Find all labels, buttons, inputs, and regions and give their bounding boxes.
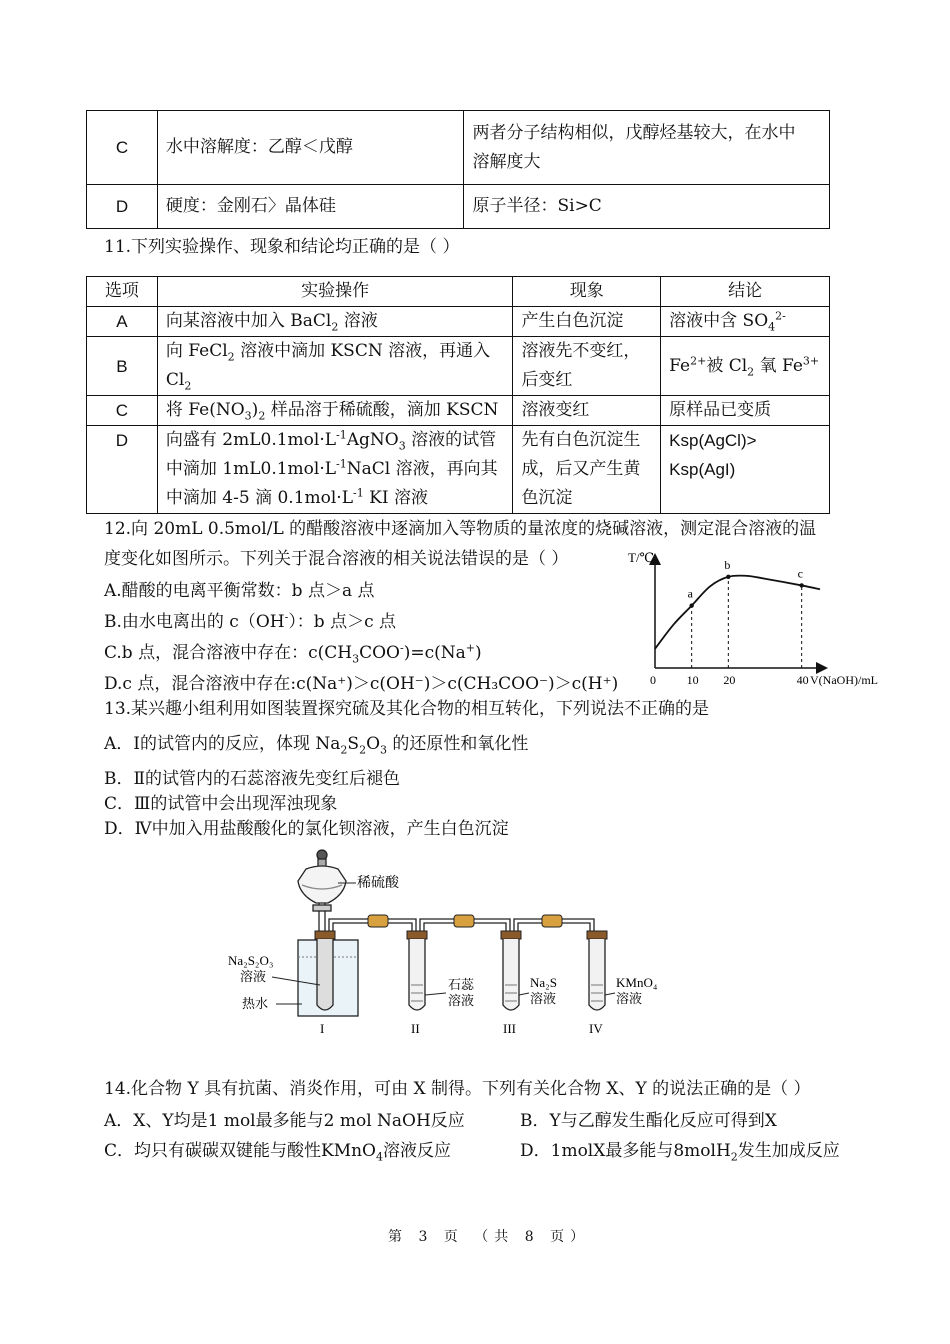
text: Fe — [669, 355, 691, 376]
text: 后变红 — [521, 370, 573, 390]
tube-label-ii: II — [411, 1021, 420, 1036]
text: 向盛有 2mL0.1mol·L — [165, 430, 337, 450]
text: ) — [251, 400, 259, 420]
tube-iv-stopper — [587, 931, 607, 939]
tube-label-iii: III — [503, 1021, 516, 1036]
q14-option-d — [520, 1140, 840, 1162]
property-cell: 水中溶解度：乙醇＜戊醇 — [157, 111, 464, 185]
q12-stem-line1: 12.向 20mL 0.5mol/L 的醋酸溶液中逐滴加入等物质的量浓度的烧碱溶液，测定混合溶液的温 — [104, 519, 817, 539]
leader-line — [519, 993, 529, 995]
table-row — [87, 426, 830, 514]
q14-stem: 14.化合物 Y 具有抗菌、消炎作用，可由 X 制得。下列有关化合物 X、Y 的说法正确的是（ ） — [104, 1079, 811, 1099]
operation-cell — [157, 307, 513, 337]
q14-option-c — [104, 1140, 451, 1162]
label-na2s2o3: Na₂S₂O₃ — [228, 953, 274, 968]
superscript: - — [399, 641, 404, 655]
text: 中滴加 1mL0.1mol·L — [165, 459, 337, 479]
subscript: 2 — [747, 364, 755, 378]
text: Ksp(AgI) — [669, 460, 736, 479]
point-label-b: b — [724, 557, 731, 572]
text: 中滴加 4-5 滴 0.1mol·L — [165, 488, 353, 508]
label-dilute-sulfuric-acid: 稀硫酸 — [357, 876, 399, 891]
reason-line: 溶解度大 — [472, 151, 541, 172]
tube-label-iv: IV — [589, 1021, 603, 1036]
reason-cell: 原子半径：Si>C — [464, 185, 830, 229]
superscript: -1 — [353, 486, 364, 500]
q13-option-c: C．Ⅲ的试管中会出现浑浊现象 — [104, 794, 338, 814]
text: S — [347, 734, 360, 754]
tube-ii — [409, 939, 425, 1010]
header-phenomenon: 现象 — [513, 277, 661, 307]
point-a — [689, 603, 693, 607]
superscript: -1 — [336, 457, 347, 471]
text: 发生加成反应 — [737, 1141, 840, 1161]
text: 被 Cl — [706, 355, 748, 376]
q12-option-d: D.c 点，混合溶液中存在:c(Na⁺)＞c(OH⁻)＞c(CH₃COO⁻)＞c(H⁺) — [104, 674, 619, 694]
leader-line — [605, 993, 615, 995]
tube-label-i: I — [320, 1021, 325, 1036]
q14-option-a: A．X、Y均是1 mol最多能与2 mol NaOH反应 — [104, 1111, 465, 1131]
point-c — [799, 583, 803, 587]
phenomenon-cell — [513, 426, 661, 514]
option-cell: C — [87, 111, 158, 185]
subscript: 4 — [376, 1150, 383, 1164]
superscript: + — [465, 641, 475, 655]
superscript: -1 — [336, 428, 347, 442]
temperature-chart — [620, 546, 900, 696]
q11-table — [86, 276, 830, 514]
text: D．1molX最多能与8molH — [520, 1141, 731, 1161]
subscript: 2 — [331, 320, 339, 334]
reason-cell — [464, 111, 830, 185]
header-conclusion: 结论 — [661, 277, 830, 307]
tube-i-stopper — [315, 931, 335, 939]
table-row — [87, 185, 830, 229]
table-row — [87, 337, 830, 396]
superscript: 2+ — [690, 353, 707, 367]
q13-option-b: B．Ⅱ的试管内的石蕊溶液先变红后褪色 — [104, 769, 401, 789]
q12-option-a: A.醋酸的电离平衡常数：b 点＞a 点 — [104, 581, 375, 601]
subscript: 2 — [359, 743, 367, 757]
phenomenon-cell — [513, 337, 661, 396]
label-hot-water: 热水 — [242, 996, 269, 1011]
operation-cell — [157, 426, 513, 514]
text: ) — [474, 643, 482, 663]
text: O — [366, 734, 380, 754]
text: 向某溶液中加入 BaCl — [165, 311, 332, 331]
property-cell: 硬度：金刚石〉晶体硅 — [157, 185, 464, 229]
text: COO — [359, 643, 400, 663]
text: 溶液中含 SO — [669, 311, 769, 331]
q14-option-b: B．Y与乙醇发生酯化反应可得到X — [520, 1111, 777, 1131]
superscript: 2- — [775, 309, 786, 323]
subscript: 2 — [258, 409, 266, 423]
text: AgNO — [346, 430, 399, 450]
table-row — [87, 111, 830, 185]
text: 溶液中滴加 KSCN 溶液，再通入 — [234, 341, 491, 361]
text: B.由水电离出的 c（OH — [104, 612, 285, 632]
text: Cl — [165, 370, 185, 390]
point-label-c: c — [797, 566, 803, 581]
page-footer: 第 3 页 （共 8 页） — [388, 1229, 591, 1245]
phenomenon-cell: 产生白色沉淀 — [513, 307, 661, 337]
text: )=c(Na — [403, 643, 466, 663]
table-row — [87, 307, 830, 337]
y-axis-label: T/℃ — [628, 550, 655, 565]
option-cell: A — [87, 307, 158, 337]
text: 样品溶于稀硫酸，滴加 KSCN — [265, 400, 499, 420]
superscript: 3+ — [802, 353, 820, 367]
text: 成，后又产生黄 — [521, 459, 641, 479]
q12-option-b — [104, 611, 396, 633]
tube-iii-stopper — [501, 931, 521, 939]
text: 的还原性和氧化性 — [387, 734, 529, 754]
q11-stem: 11.下列实验操作、现象和结论均正确的是（ ） — [104, 237, 460, 257]
label-kmno4-solution: 溶液 — [616, 991, 643, 1006]
table-header-row — [87, 277, 830, 307]
subscript: 3 — [380, 743, 387, 757]
text: A．Ⅰ的试管内的反应，体现 Na — [104, 734, 341, 754]
label-litmus: 石蕊 — [448, 977, 475, 992]
option-cell: C — [87, 396, 158, 426]
x-tick-label: 0 — [650, 673, 656, 687]
text: C.b 点，混合溶液中存在：c(CH — [104, 643, 353, 663]
tube-iii — [503, 939, 519, 1010]
text: 将 Fe(NO — [165, 400, 245, 420]
conclusion-cell — [661, 426, 830, 514]
rubber-connector — [542, 915, 562, 927]
rubber-connector — [368, 915, 388, 927]
subscript: 3 — [244, 409, 252, 423]
x-tick-label: 40 — [796, 673, 809, 687]
x-tick-label: 10 — [686, 673, 699, 687]
text: 溶液的试管 — [405, 430, 497, 450]
text: Ksp(AgCl)> — [669, 431, 757, 450]
subscript: 2 — [730, 1150, 738, 1164]
subscript: 2 — [227, 350, 235, 364]
label-na2s-solution: 溶液 — [530, 991, 557, 1006]
q13-option-a — [104, 733, 528, 755]
text: ）：b 点＞c 点 — [288, 612, 397, 632]
label-na2s2o3-solution: 溶液 — [240, 969, 267, 984]
subscript: 3 — [352, 652, 360, 666]
option-cell: B — [87, 337, 158, 396]
phenomenon-cell: 溶液变红 — [513, 396, 661, 426]
text: 溶液反应 — [383, 1141, 451, 1161]
point-label-a: a — [687, 586, 693, 601]
text: NaCl 溶液，再向其 — [346, 459, 498, 479]
point-b — [726, 575, 730, 579]
rubber-connector — [454, 915, 474, 927]
text: 溶液先不变红， — [521, 341, 641, 361]
operation-cell — [157, 396, 513, 426]
leader-line — [425, 993, 446, 995]
reason-line: 两者分子结构相似，戊醇烃基较大，在水中 — [472, 122, 796, 143]
label-kmno4: KMnO₄ — [616, 975, 658, 990]
conclusion-cell — [661, 337, 830, 396]
option-cell: D — [87, 426, 158, 514]
label-na2s: Na₂S — [530, 975, 557, 990]
subscript: 3 — [398, 439, 406, 453]
text: KI 溶液 — [363, 488, 428, 508]
conclusion-cell: 原样品已变质 — [661, 396, 830, 426]
q13-stem: 13.某兴趣小组利用如图装置探究硫及其化合物的相互转化，下列说法不正确的是 — [104, 699, 710, 719]
conclusion-cell — [661, 307, 830, 337]
temperature-curve — [655, 576, 820, 649]
text: 色沉淀 — [521, 488, 573, 508]
x-axis-label: V(NaOH)/mL — [810, 673, 878, 687]
header-operation: 实验操作 — [157, 277, 513, 307]
option-cell: D — [87, 185, 158, 229]
q12-stem-line2: 度变化如图所示。下列关于混合溶液的相关说法错误的是（ ） — [104, 549, 569, 569]
tube-i — [317, 939, 333, 1010]
separatory-funnel — [298, 850, 346, 935]
text: 溶液 — [338, 311, 378, 331]
subscript: 2 — [184, 379, 192, 393]
header-option: 选项 — [87, 277, 158, 307]
apparatus-figure — [220, 845, 690, 1040]
text: 氧 Fe — [754, 355, 803, 376]
text: 向 FeCl — [165, 341, 228, 361]
tube-ii-stopper — [407, 931, 427, 939]
subscript: 4 — [768, 320, 776, 334]
top-table — [86, 110, 830, 229]
text: 先有白色沉淀生 — [521, 430, 641, 450]
superscript: - — [284, 610, 289, 624]
tube-iv — [589, 939, 605, 1010]
q13-option-d: D．Ⅳ中加入用盐酸酸化的氯化钡溶液，产生白色沉淀 — [104, 819, 509, 839]
subscript: 2 — [340, 743, 348, 757]
text: C．均只有碳碳双键能与酸性KMnO — [104, 1141, 376, 1161]
q12-option-c — [104, 642, 482, 664]
x-tick-label: 20 — [723, 673, 736, 687]
operation-cell — [157, 337, 513, 396]
table-row — [87, 396, 830, 426]
label-litmus-solution: 溶液 — [448, 993, 475, 1008]
